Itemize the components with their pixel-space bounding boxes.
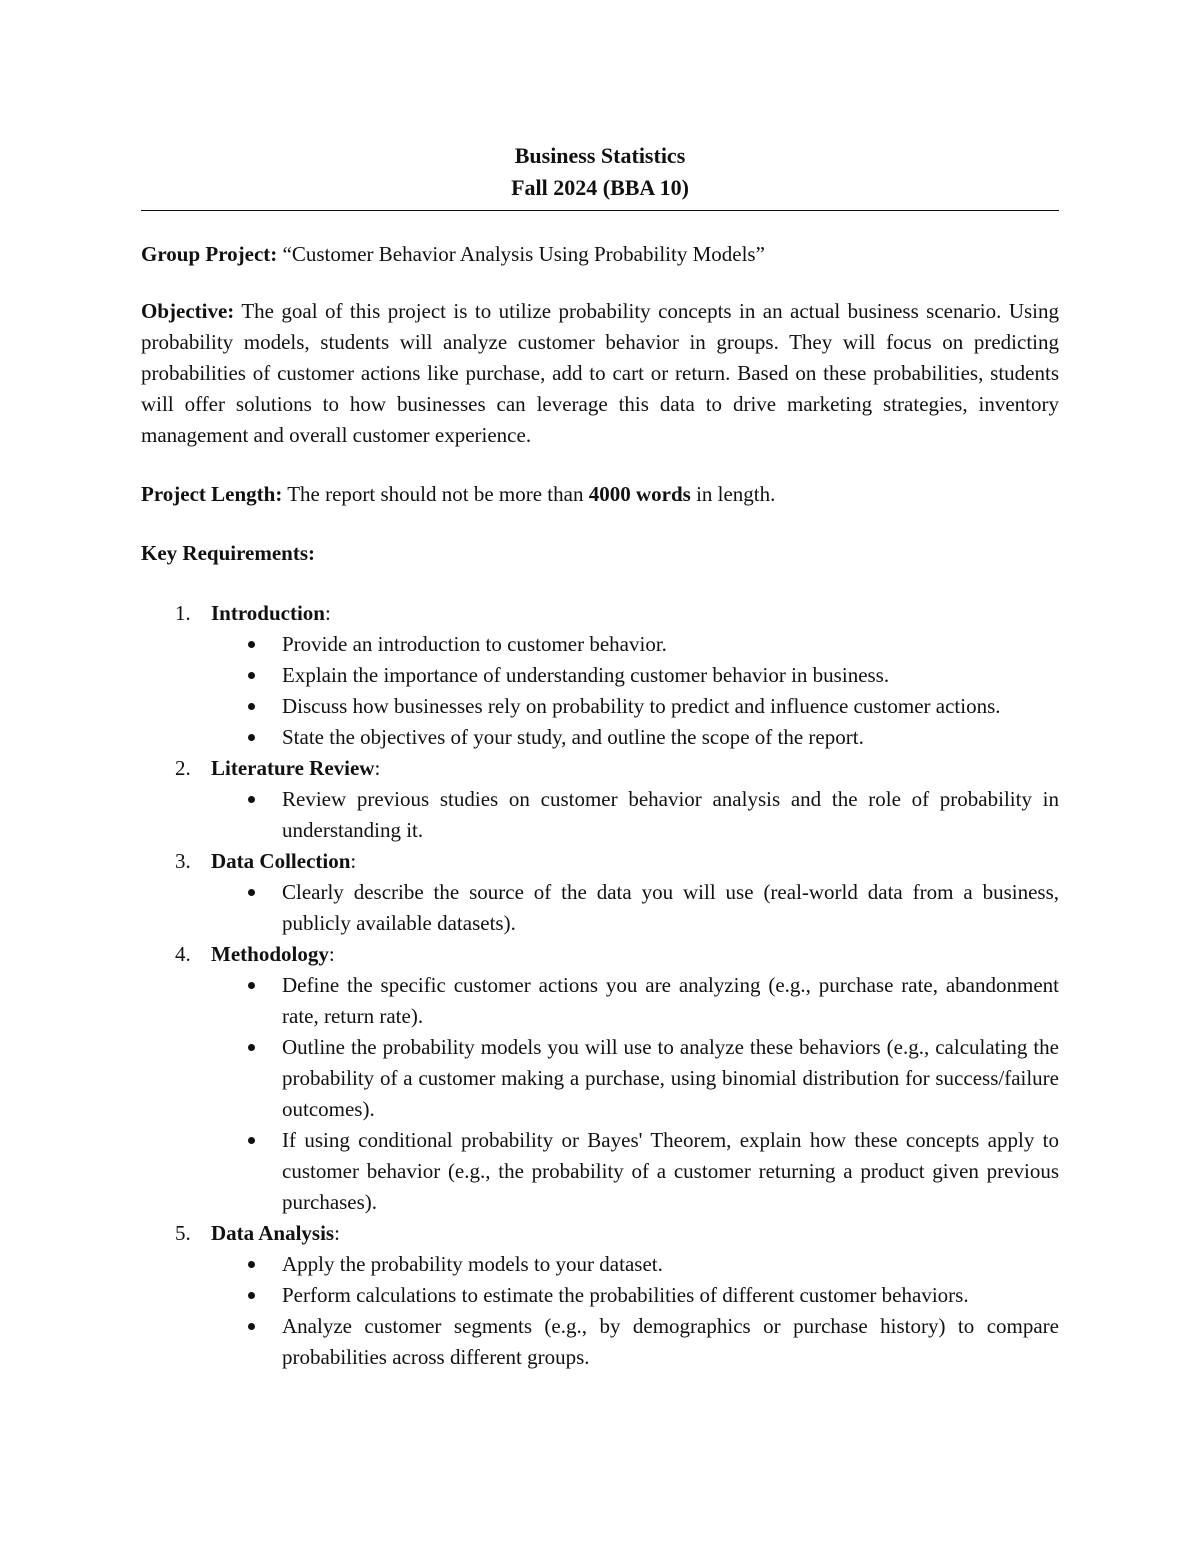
bullet-text: Provide an introduction to customer behavior. [282,632,667,656]
bullet-item [211,877,1059,939]
bullet-item [211,784,1059,846]
section-number: 2. [175,756,191,780]
bullet-text: Define the specific customer actions you are analyzing (e.g., purchase rate, abandonment rate, return rate). [282,973,1059,1028]
project-length-word-count: 4000 words [588,482,691,506]
bullet-list [211,970,1059,1218]
section-heading [211,939,1059,970]
section-title: Introduction [211,601,325,625]
bullet-list [211,1249,1059,1373]
document-subtitle: Fall 2024 (BBA 10) [511,175,689,200]
bullet-item [211,722,1059,753]
section-title: Methodology [211,942,329,966]
section-title-colon: : [328,942,335,966]
bullet-item [211,660,1059,691]
bullet-point-icon [248,1137,255,1144]
bullet-item [211,1249,1059,1280]
bullet-point-icon [248,734,255,741]
bullet-list [211,629,1059,753]
project-length-text-before: The report should not be more than [282,482,589,506]
section-title: Data Analysis [211,1221,335,1245]
requirement-section [141,753,1059,846]
bullet-item [211,691,1059,722]
bullet-text: If using conditional probability or Bayes' Theorem, explain how these concepts apply to customer behavior (e.g., the probability of a customer returning a product given previous purchases). [282,1128,1059,1214]
objective-label: Objective: [141,299,235,323]
bullet-list [211,877,1059,939]
objective-text: The goal of this project is to utilize probability concepts in an actual business scenario. Using probability models, students will analyze customer behavior in groups. They will focus on predicting probabilities of customer actions like purchase, add to cart or return. Based on these probabilities, students will offer solutions to how businesses can leverage this data to drive marketing strategies, inventory management and overall customer experience. [141,299,1059,447]
section-number: 3. [175,849,191,873]
section-heading [211,598,1059,629]
section-heading [211,846,1059,877]
bullet-point-icon [248,672,255,679]
bullet-item [211,629,1059,660]
bullet-item [211,970,1059,1032]
bullet-item [211,1032,1059,1125]
document-title: Business Statistics [514,143,686,168]
section-number: 5. [175,1221,191,1245]
bullet-point-icon [248,982,255,989]
bullet-text: Explain the importance of understanding customer behavior in business. [282,663,890,687]
bullet-text: Clearly describe the source of the data you will use (real-world data from a business, publicly available datasets). [282,880,1059,935]
requirement-section [141,598,1059,753]
section-title: Literature Review [211,756,375,780]
requirement-section [141,939,1059,1218]
bullet-text: Review previous studies on customer behavior analysis and the role of probability in understanding it. [282,787,1059,842]
bullet-point-icon [248,1292,255,1299]
requirement-section [141,846,1059,939]
objective-paragraph [141,296,1059,451]
bullet-text: Analyze customer segments (e.g., by demographics or purchase history) to compare probabilities across different groups. [282,1314,1059,1369]
project-length-text-after: in length. [690,482,776,506]
bullet-item [211,1125,1059,1218]
bullet-item [211,1280,1059,1311]
bullet-point-icon [248,889,255,896]
requirements-list [141,598,1059,1373]
bullet-point-icon [248,796,255,803]
bullet-text: Perform calculations to estimate the probabilities of different customer behaviors. [282,1283,969,1307]
project-length-paragraph [141,479,1059,510]
bullet-point-icon [248,641,255,648]
section-title-colon: : [334,1221,340,1245]
section-heading [211,753,1059,784]
section-number: 1. [175,601,191,625]
project-length-label: Project Length: [141,482,283,506]
bullet-item [211,1311,1059,1373]
bullet-text: Discuss how businesses rely on probability to predict and influence customer actions. [282,694,1001,718]
bullet-list [211,784,1059,846]
bullet-text: Outline the probability models you will use to analyze these behaviors (e.g., calculating the probability of a customer making a purchase, using binomial distribution for success/failure outcomes). [282,1035,1059,1121]
key-requirements-heading: Key Requirements: [141,541,315,565]
section-title-colon: : [324,601,331,625]
bullet-text: State the objectives of your study, and outline the scope of the report. [282,725,864,749]
group-project-label: Group Project: [141,242,278,266]
section-title: Data Collection [211,849,351,873]
bullet-point-icon [248,1044,255,1051]
requirement-section [141,1218,1059,1373]
bullet-text: Apply the probability models to your dataset. [282,1252,663,1276]
section-title-colon: : [374,756,381,780]
section-heading [211,1218,1059,1249]
bullet-point-icon [248,1323,255,1330]
document-page [141,140,1059,1373]
group-project-paragraph [141,239,1059,270]
section-title-colon: : [350,849,357,873]
group-project-text: “Customer Behavior Analysis Using Probability Models” [277,242,765,266]
bullet-point-icon [248,703,255,710]
section-number: 4. [175,942,191,966]
bullet-point-icon [248,1261,255,1268]
document-header [141,140,1059,204]
title-divider [141,210,1059,211]
